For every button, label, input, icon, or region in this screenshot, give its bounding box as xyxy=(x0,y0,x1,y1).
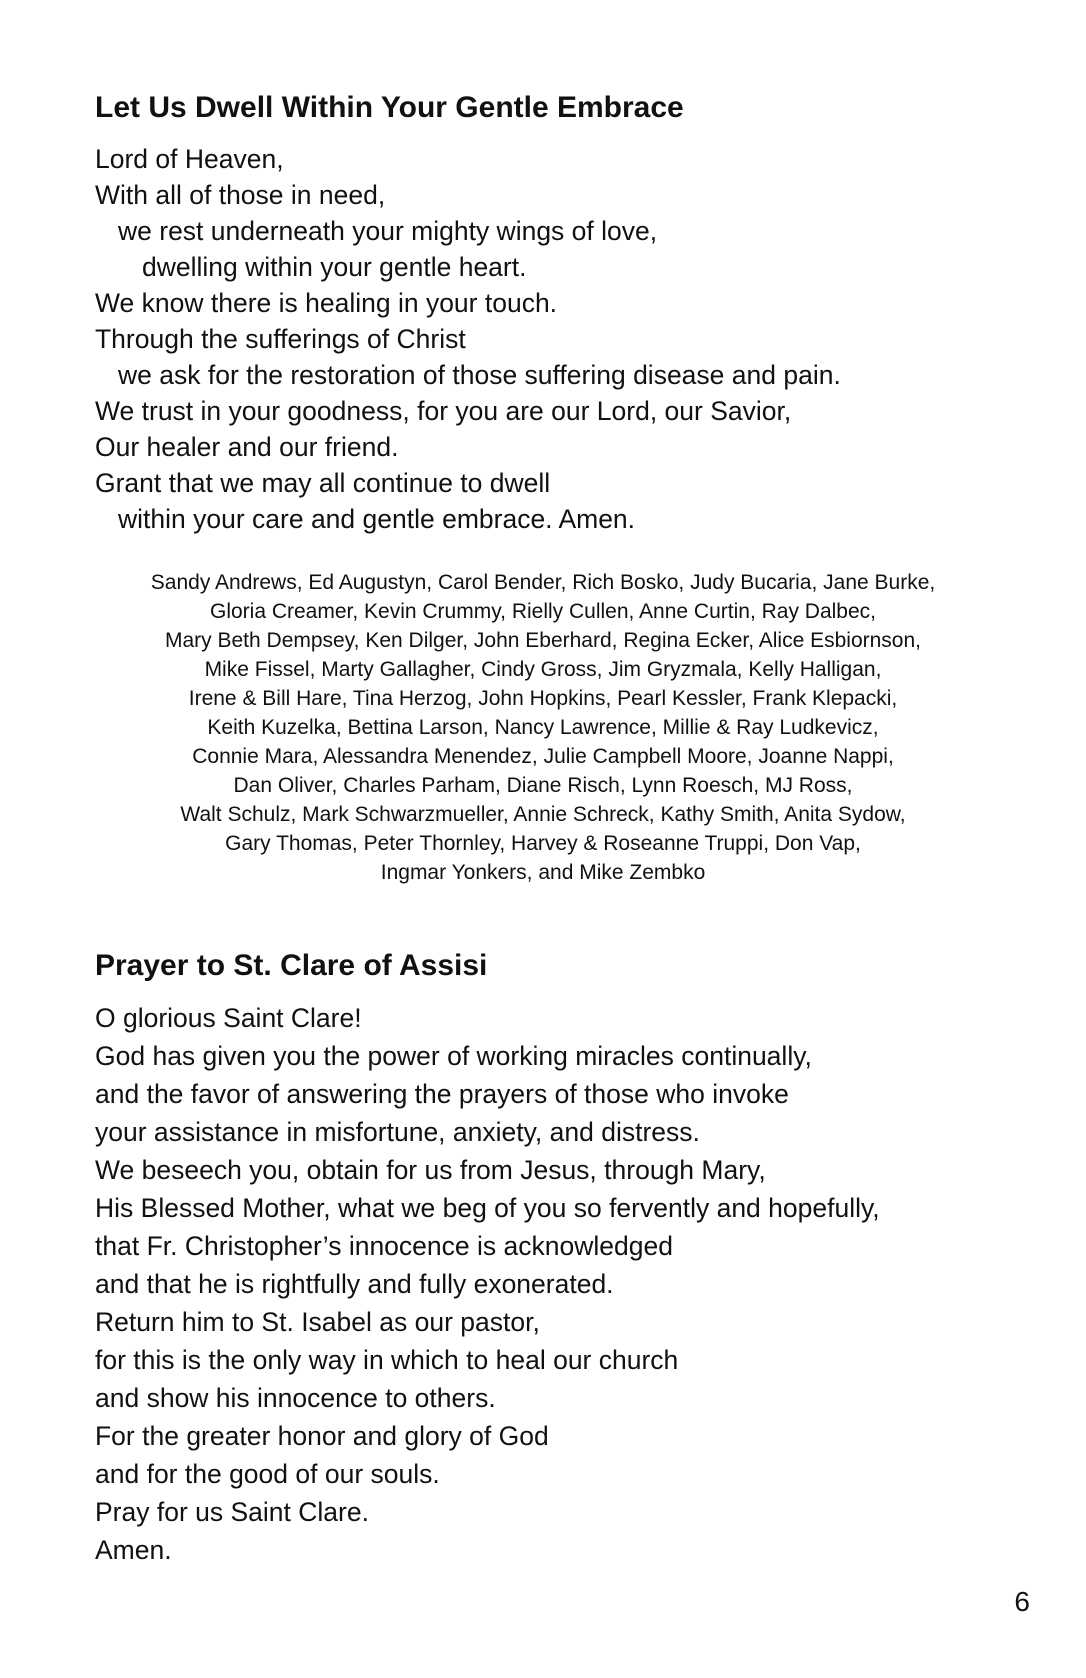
prayer-line: With all of those in need, xyxy=(95,180,386,210)
prayer-line: and that he is rightfully and fully exonerated. xyxy=(95,1269,614,1299)
prayer-line: We beseech you, obtain for us from Jesus, through Mary, xyxy=(95,1155,766,1185)
prayer-line: within your care and gentle embrace. Amen. xyxy=(118,504,636,534)
prayer-dwell-body xyxy=(95,141,841,537)
names-line: Mary Beth Dempsey, Ken Dilger, John Eberhard, Regina Ecker, Alice Esbiornson, xyxy=(165,629,921,652)
prayer-line: and for the good of our souls. xyxy=(95,1459,440,1489)
prayer-st-clare-body xyxy=(95,999,880,1569)
prayer-line: We know there is healing in your touch. xyxy=(95,288,558,318)
prayer-line: God has given you the power of working miracles continually, xyxy=(95,1041,812,1071)
prayer-intentions-names-list xyxy=(0,568,1086,887)
prayer-line: For the greater honor and glory of God xyxy=(95,1421,549,1451)
names-line: Keith Kuzelka, Bettina Larson, Nancy Lawrence, Millie & Ray Ludkevicz, xyxy=(207,716,879,739)
names-line: Dan Oliver, Charles Parham, Diane Risch, Lynn Roesch, MJ Ross, xyxy=(233,774,853,797)
prayer-line: Amen. xyxy=(95,1535,172,1565)
prayer-line: we ask for the restoration of those suffering disease and pain. xyxy=(118,360,841,390)
prayer-line: Lord of Heaven, xyxy=(95,144,284,174)
page-number: 6 xyxy=(1014,1586,1030,1617)
names-line: Sandy Andrews, Ed Augustyn, Carol Bender, Rich Bosko, Judy Bucaria, Jane Burke, xyxy=(150,571,936,594)
prayer-line: your assistance in misfortune, anxiety, and distress. xyxy=(95,1117,700,1147)
prayer-line: Through the sufferings of Christ xyxy=(95,324,466,354)
names-line: Walt Schulz, Mark Schwarzmueller, Annie Schreck, Kathy Smith, Anita Sydow, xyxy=(180,803,906,826)
prayer-line: Pray for us Saint Clare. xyxy=(95,1497,369,1527)
prayer-line: for this is the only way in which to heal our church xyxy=(95,1345,679,1375)
names-line: Gloria Creamer, Kevin Crummy, Rielly Cullen, Anne Curtin, Ray Dalbec, xyxy=(209,600,876,623)
prayer-line: dwelling within your gentle heart. xyxy=(142,252,527,282)
names-line: Mike Fissel, Marty Gallagher, Cindy Gross, Jim Gryzmala, Kelly Halligan, xyxy=(204,658,882,681)
prayer-title-st-clare: Prayer to St. Clare of Assisi xyxy=(95,949,488,982)
names-line: Irene & Bill Hare, Tina Herzog, John Hopkins, Pearl Kessler, Frank Klepacki, xyxy=(188,687,898,710)
prayer-line: and the favor of answering the prayers of those who invoke xyxy=(95,1079,789,1109)
names-line: Ingmar Yonkers, and Mike Zembko xyxy=(380,861,706,884)
prayer-line: We trust in your goodness, for you are our Lord, our Savior, xyxy=(95,396,792,426)
prayer-line: His Blessed Mother, what we beg of you so fervently and hopefully, xyxy=(95,1193,880,1223)
names-line: Connie Mara, Alessandra Menendez, Julie Campbell Moore, Joanne Nappi, xyxy=(192,745,894,768)
prayer-line: O glorious Saint Clare! xyxy=(95,1003,362,1033)
prayer-line: and show his innocence to others. xyxy=(95,1383,496,1413)
prayer-line: Our healer and our friend. xyxy=(95,432,399,462)
prayer-line: we rest underneath your mighty wings of love, xyxy=(118,216,658,246)
prayer-line: Grant that we may all continue to dwell xyxy=(95,468,551,498)
prayer-line: Return him to St. Isabel as our pastor, xyxy=(95,1307,540,1337)
prayer-title-dwell: Let Us Dwell Within Your Gentle Embrace xyxy=(95,91,684,124)
prayer-line: that Fr. Christopher’s innocence is acknowledged xyxy=(95,1231,673,1261)
names-line: Gary Thomas, Peter Thornley, Harvey & Roseanne Truppi, Don Vap, xyxy=(225,832,861,855)
